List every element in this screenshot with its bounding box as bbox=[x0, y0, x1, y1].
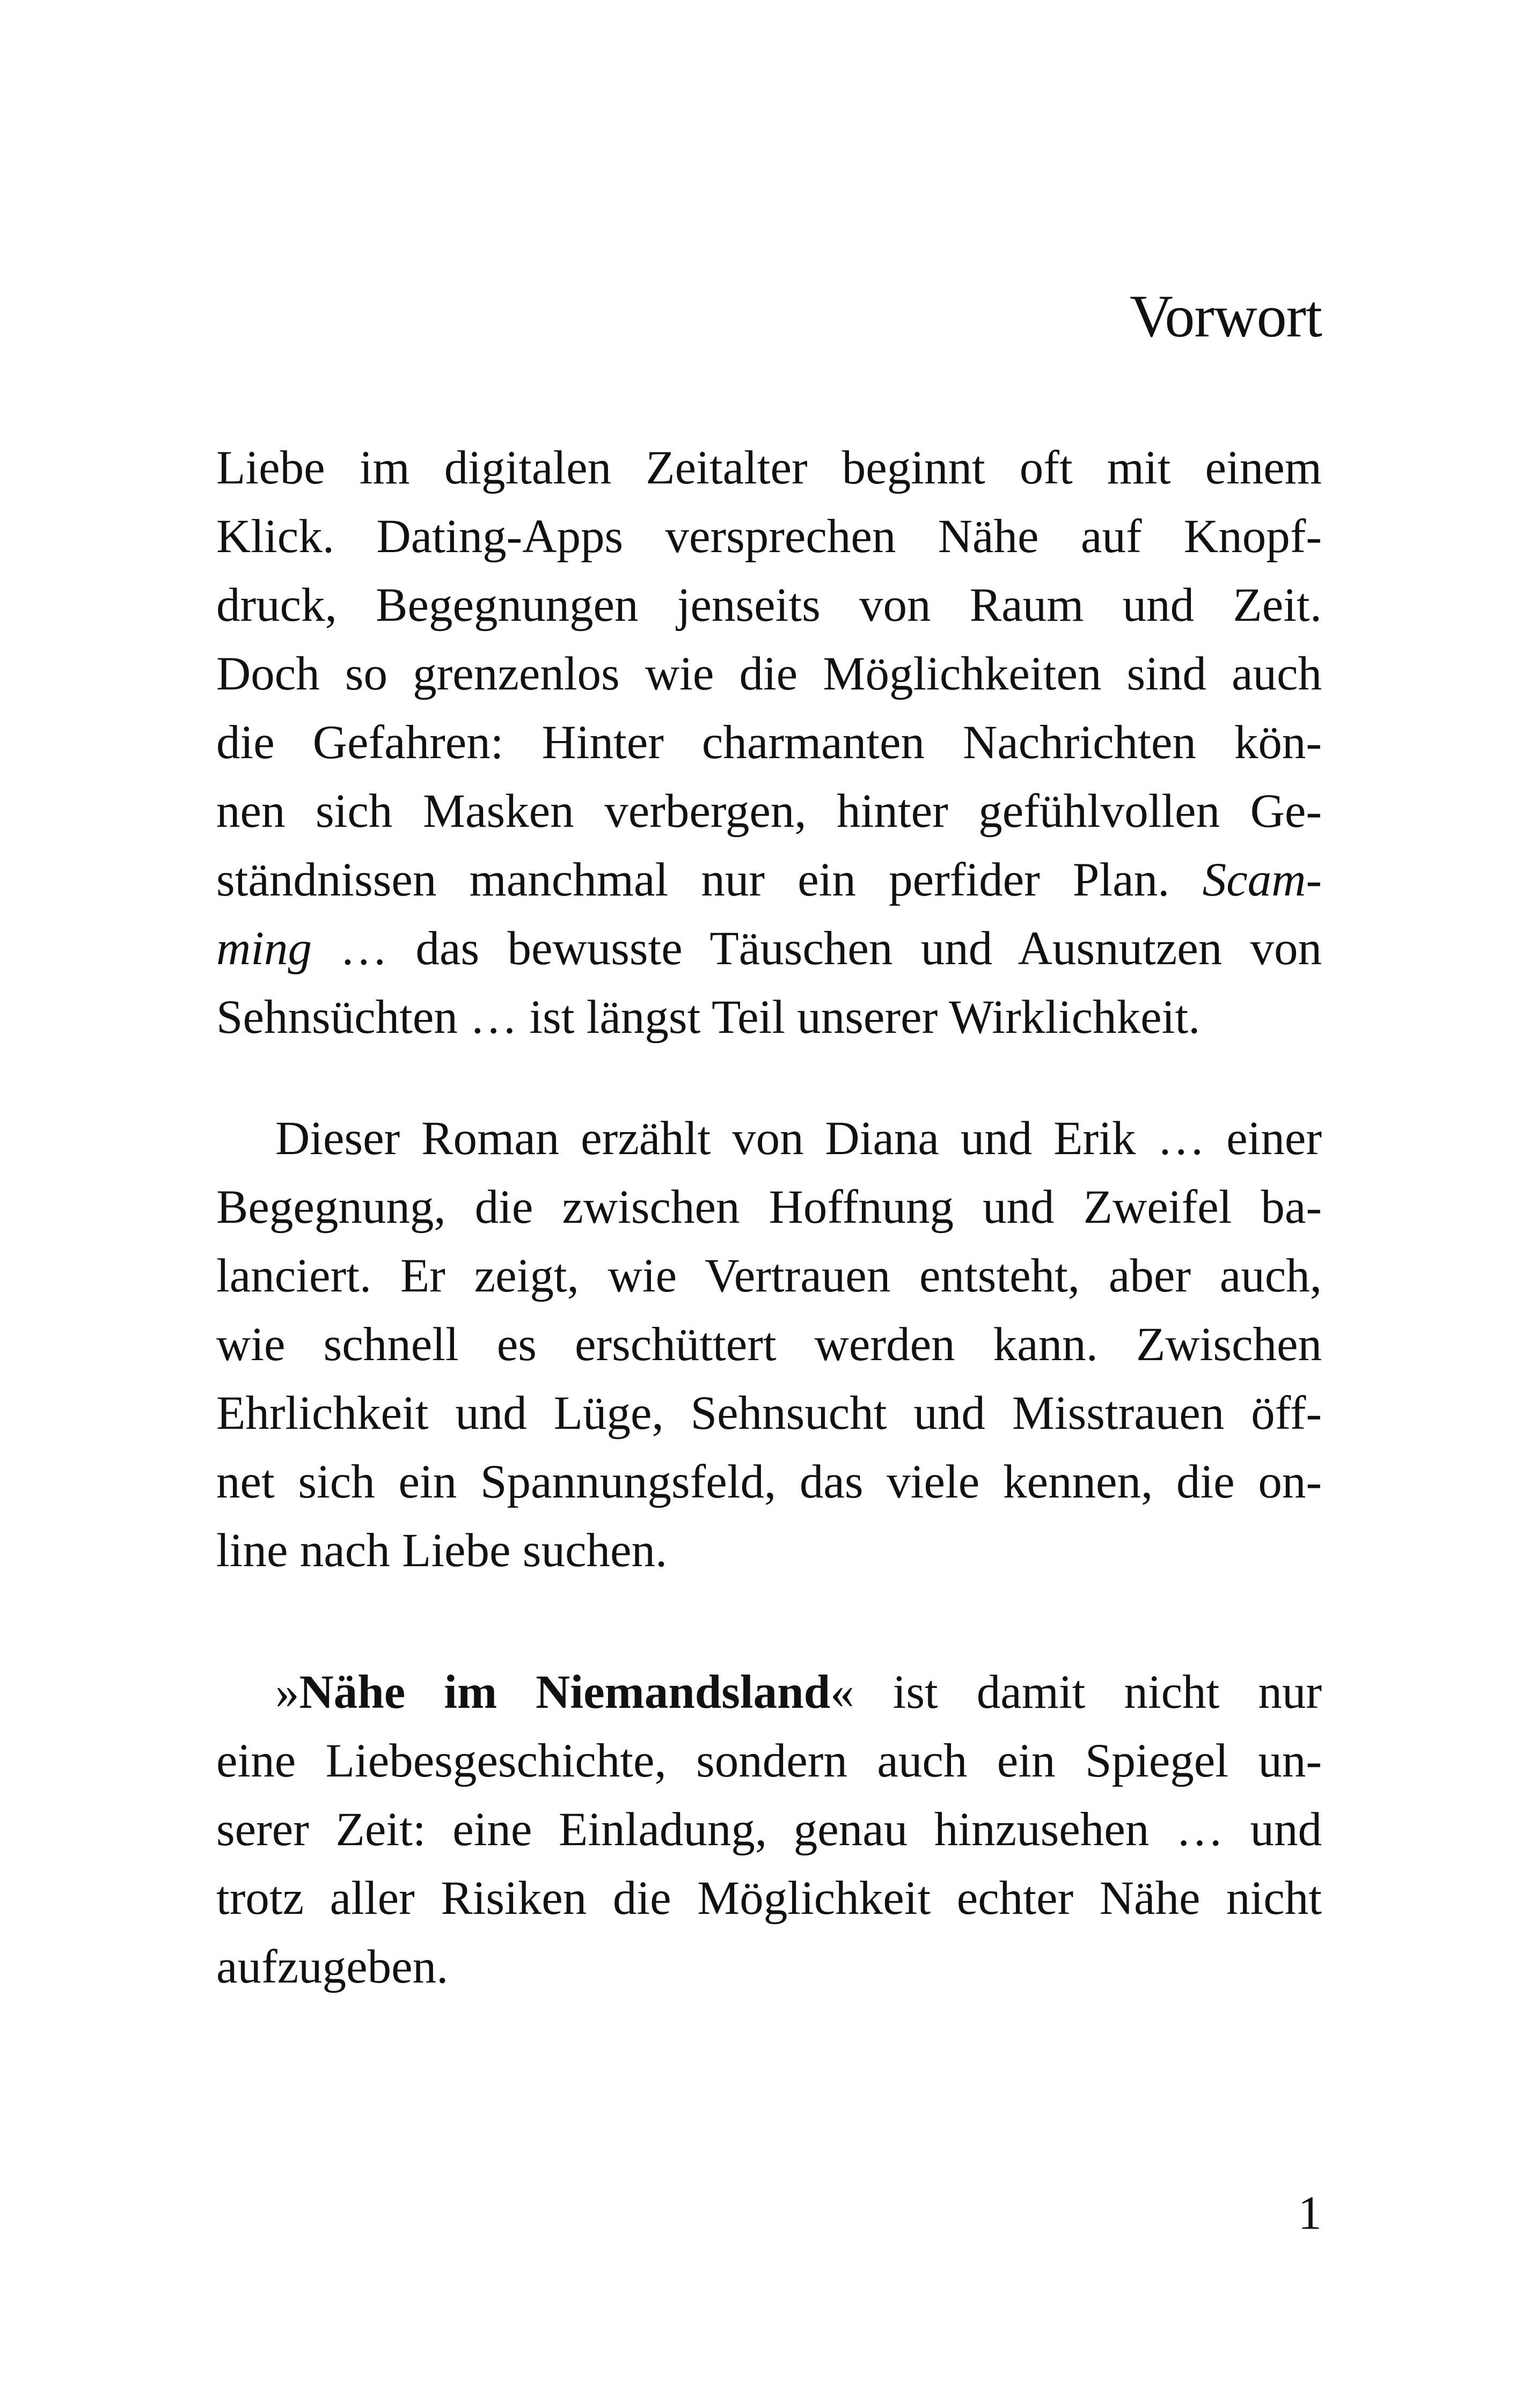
paragraph-1-line-8 bbox=[216, 914, 1322, 983]
page-number: 1 bbox=[1298, 2187, 1322, 2240]
paragraph-3 bbox=[216, 1658, 1322, 2001]
paragraph-3-line-3: serer Zeit: eine Einladung, genau hinzusehen … und bbox=[216, 1803, 1322, 1856]
paragraph-1-line-9: Sehnsüchten … ist längst Teil unserer Wirklichkeit. bbox=[216, 991, 1201, 1044]
paragraph-1-line-8-text: … das bewusste Täuschen und Ausnutzen von bbox=[312, 922, 1322, 975]
chapter-heading: Vorwort bbox=[1129, 283, 1322, 350]
paragraph-3-line-1-text: « ist damit nicht nur bbox=[830, 1666, 1322, 1719]
paragraph-3-line-4: trotz aller Risiken die Möglichkeit echter Nähe nicht bbox=[216, 1872, 1322, 1925]
paragraph-1-line-4: Doch so grenzenlos wie die Möglichkeiten sind auch bbox=[216, 648, 1322, 700]
paragraph-1-line-2: Klick. Dating-Apps versprechen Nähe auf Knopf- bbox=[216, 510, 1322, 563]
paragraph-3-line-2: eine Liebesgeschichte, sondern auch ein Spiegel un- bbox=[216, 1735, 1322, 1787]
book-title-bold: Nähe im Niemandsland bbox=[299, 1666, 831, 1719]
paragraph-1 bbox=[216, 434, 1322, 1052]
paragraph-2-line-2: Begegnung, die zwischen Hoffnung und Zweifel ba- bbox=[216, 1181, 1322, 1234]
paragraph-2-line-7: line nach Liebe suchen. bbox=[216, 1524, 668, 1577]
open-quote: » bbox=[275, 1666, 299, 1719]
scamming-italic-end: ming bbox=[216, 922, 312, 975]
paragraph-2-line-4: wie schnell es erschüttert werden kann. Zwischen bbox=[216, 1318, 1322, 1371]
paragraph-1-line-5: die Gefahren: Hinter charmanten Nachrichten kön- bbox=[216, 716, 1322, 769]
paragraph-2 bbox=[216, 1104, 1322, 1585]
paragraph-3-line-5: aufzugeben. bbox=[216, 1941, 449, 1993]
paragraph-1-line-1: Liebe im digitalen Zeitalter beginnt oft mit einem bbox=[216, 442, 1322, 494]
paragraph-1-line-6: nen sich Masken verbergen, hinter gefühlvollen Ge- bbox=[216, 785, 1322, 838]
paragraph-2-line-5: Ehrlichkeit und Lüge, Sehnsucht und Misstrauen öff- bbox=[216, 1387, 1322, 1440]
paragraph-2-line-3: lanciert. Er zeigt, wie Vertrauen entsteht, aber auch, bbox=[216, 1250, 1322, 1302]
paragraph-2-line-1: Dieser Roman erzählt von Diana und Erik … einer bbox=[275, 1112, 1322, 1165]
scamming-italic-start: Scam- bbox=[1202, 854, 1322, 906]
paragraph-1-line-7-text: ständnissen manchmal nur ein perfider Plan. bbox=[216, 854, 1203, 906]
paragraph-1-line-7 bbox=[216, 846, 1322, 914]
paragraph-1-line-3: druck, Begegnungen jenseits von Raum und Zeit. bbox=[216, 579, 1322, 632]
paragraph-3-line-1 bbox=[216, 1658, 1322, 1727]
paragraph-2-line-6: net sich ein Spannungsfeld, das viele kennen, die on- bbox=[216, 1456, 1322, 1508]
